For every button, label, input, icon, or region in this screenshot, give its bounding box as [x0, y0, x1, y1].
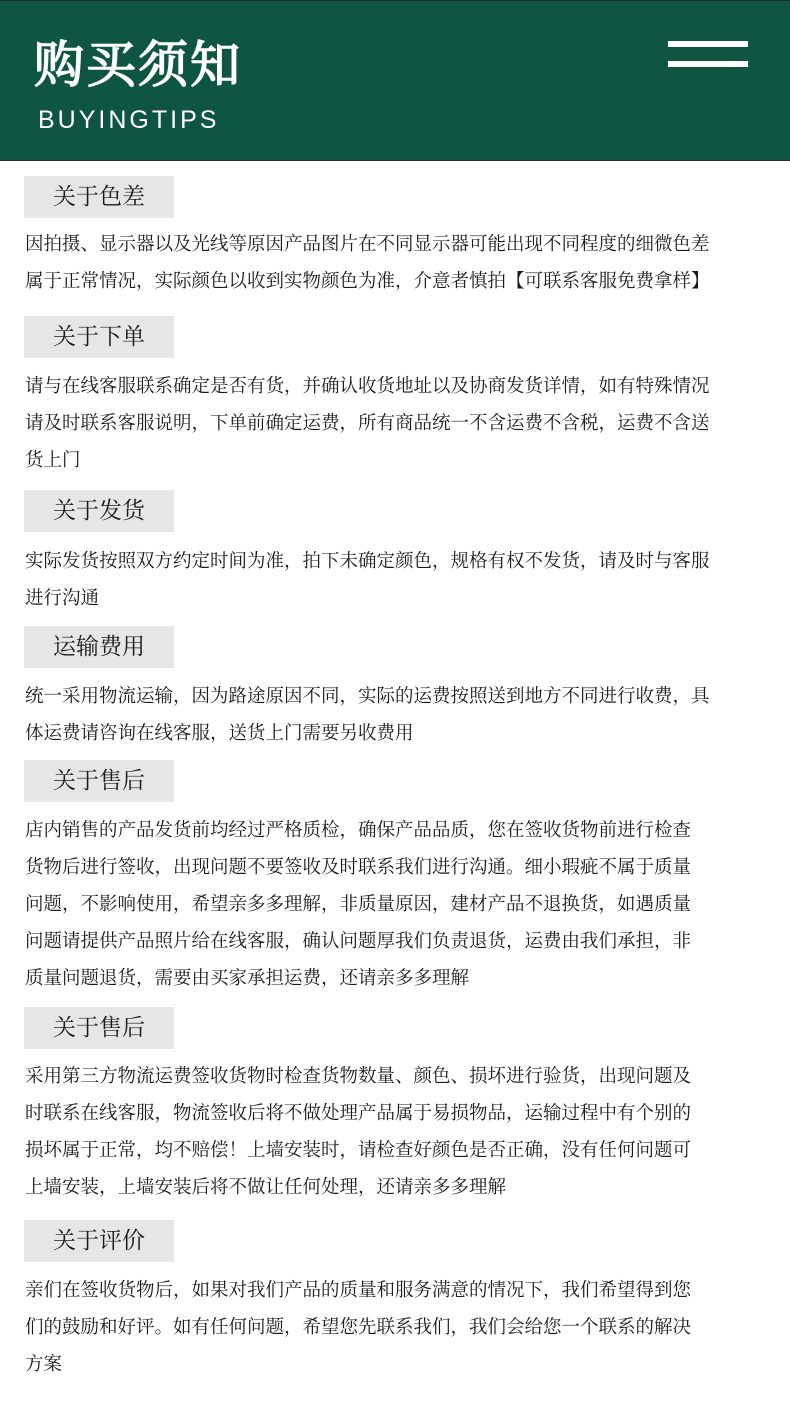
body-line: 体运费请咨询在线客服，送货上门需要另收费用: [25, 723, 414, 744]
body-line: 损坏属于正常，均不赔偿！上墙安装时，请检查好颜色是否正确，没有任何问题可: [25, 1140, 692, 1161]
body-line: 属于正常情况，实际颜色以收到实物颜色为准，介意者慎拍【可联系客服免费拿样】: [25, 271, 710, 292]
body-line: 问题，不影响使用，希望亲多多理解，非质量原因，建材产品不退换货，如遇质量: [25, 894, 692, 915]
section-heading: 关于下单: [24, 316, 174, 358]
body-line: 货物后进行签收，出现问题不要签收及时联系我们进行沟通。细小瑕疵不属于质量: [25, 857, 692, 878]
section-body: [25, 1058, 775, 1206]
body-line: 问题请提供产品照片给在线客服，确认问题厚我们负责退货，运费由我们承担，非: [25, 931, 692, 952]
menu-icon-line-top: [668, 41, 748, 47]
body-line: 店内销售的产品发货前均经过严格质检，确保产品品质，您在签收货物前进行检查: [25, 820, 692, 841]
menu-icon-line-bottom: [668, 61, 748, 67]
body-line: 进行沟通: [25, 588, 100, 609]
section-heading: 关于评价: [24, 1220, 174, 1262]
section-body: [25, 226, 775, 300]
body-line: 实际发货按照双方约定时间为准，拍下未确定颜色，规格有权不发货，请及时与客服: [25, 551, 710, 572]
body-line: 上墙安装，上墙安装后将不做让任何处理，还请亲多多理解: [25, 1177, 507, 1198]
body-line: 请与在线客服联系确定是否有货，并确认收货地址以及协商发货详情，如有特殊情况: [25, 376, 710, 397]
body-line: 质量问题退货，需要由买家承担运费，还请亲多多理解: [25, 968, 470, 989]
body-line: 货上门: [25, 450, 81, 471]
body-line: 采用第三方物流运费签收货物时检查货物数量、颜色、损坏进行验货，出现问题及: [25, 1066, 692, 1087]
section-body: [25, 812, 775, 997]
section-heading: 关于售后: [24, 760, 174, 802]
body-line: 方案: [25, 1354, 63, 1375]
section-heading: 关于售后: [24, 1007, 174, 1049]
section-body: [25, 678, 775, 752]
section-heading: 关于发货: [24, 490, 174, 532]
page-title: 购买须知: [34, 36, 242, 94]
body-line: 因拍摄、显示器以及光线等原因产品图片在不同显示器可能出现不同程度的细微色差: [25, 234, 710, 255]
page-subtitle: BUYINGTIPS: [38, 106, 220, 134]
section-heading: 关于色差: [24, 176, 174, 218]
body-line: 亲们在签收货物后，如果对我们产品的质量和服务满意的情况下，我们希望得到您: [25, 1280, 692, 1301]
body-line: 们的鼓励和好评。如有任何问题，希望您先联系我们，我们会给您一个联系的解决: [25, 1317, 692, 1338]
hamburger-menu-icon[interactable]: [668, 41, 748, 69]
body-line: 时联系在线客服，物流签收后将不做处理产品属于易损物品，运输过程中有个别的: [25, 1103, 692, 1124]
section-body: [25, 368, 775, 479]
page-header: [0, 0, 790, 161]
section-body: [25, 543, 775, 617]
body-line: 统一采用物流运输，因为路途原因不同，实际的运费按照送到地方不同进行收费，具: [25, 686, 710, 707]
section-body: [25, 1272, 775, 1383]
body-line: 请及时联系客服说明，下单前确定运费，所有商品统一不含运费不含税，运费不含送: [25, 413, 710, 434]
section-heading: 运输费用: [24, 626, 174, 668]
